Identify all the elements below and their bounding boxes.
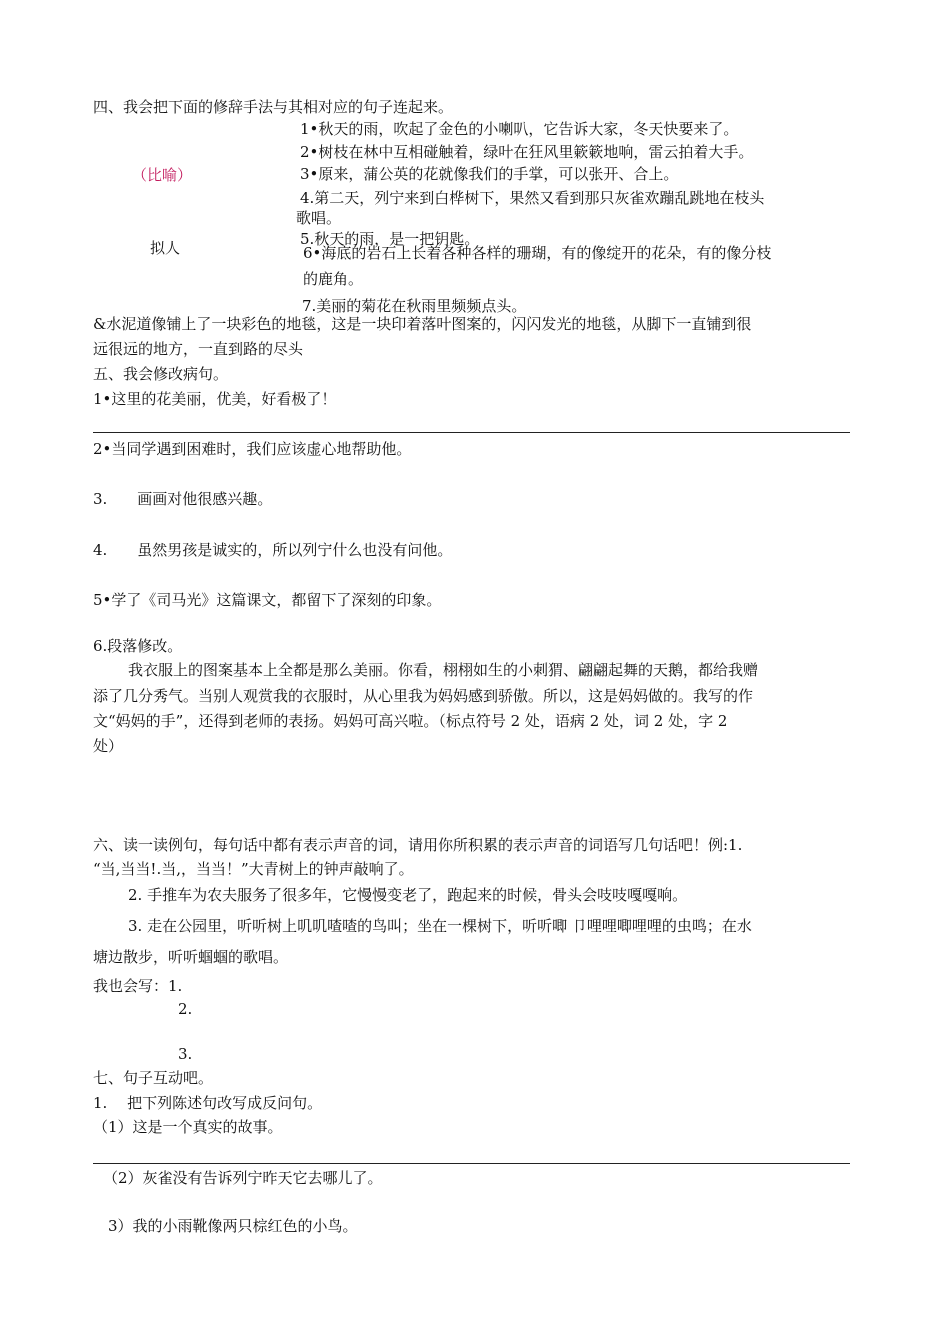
s5-item-2: 2•当同学遇到困难时，我们应该虚心地帮助他。	[93, 440, 412, 458]
s6-write-label: 我也会写：1.	[93, 977, 183, 995]
s7-question-1: （1）这是一个真实的故事。	[93, 1118, 283, 1136]
section-4-heading: 四、我会把下面的修辞手法与其相对应的句子连起来。	[93, 98, 454, 116]
answer-line-2	[93, 1163, 850, 1164]
s5-item-4: 4. 虽然男孩是诚实的，所以列宁什么也没有问他。	[93, 541, 453, 559]
s4-sentence-6: 6•海底的岩石上长着各种各样的珊瑚，有的像绽开的花朵，有的像分枝	[303, 244, 772, 262]
s5-paragraph-line-3: 文“妈妈的手”，还得到老师的表扬。妈妈可高兴啦。（标点符号 2 处，语病 2 处，词 2 处，字 2	[93, 712, 728, 730]
section-5-heading: 五、我会修改病句。	[93, 365, 229, 383]
s4-sentence-1: 1•秋天的雨，吹起了金色的小喇叭，它告诉大家，冬天快要来了。	[300, 120, 739, 138]
s4-sentence-2: 2•树枝在林中互相碰触着，绿叶在狂风里簌簌地响，雷云拍着大手。	[300, 143, 754, 161]
s4-sentence-6-cont: 的鹿角。	[303, 270, 364, 288]
section-6-heading: 六、读一读例句，每句话中都有表示声音的词，请用你所积累的表示声音的词语写几句话吧！例:1.	[93, 836, 743, 854]
s6-example-3-cont: 塘边散步，听听蝈蝈的歌唱。	[93, 948, 289, 966]
s4-sentence-4: 4.第二天，列宁来到白桦树下，果然又看到那只灰雀欢蹦乱跳地在枝头	[300, 189, 765, 207]
section-7-heading: 七、句子互动吧。	[93, 1069, 214, 1087]
answer-line-1	[93, 432, 850, 433]
label-personification: 拟人	[150, 239, 181, 257]
s4-sentence-7-clipped: 7.美丽的菊花在秋雨里频频点头。	[302, 297, 527, 315]
s4-sentence-8-cont: 远很远的地方，一直到路的尽头	[93, 340, 304, 358]
s6-example-2: 2. 手推车为农夫服务了很多年，它慢慢变老了，跑起来的时候，骨头会吱吱嘎嘎响。	[128, 886, 688, 904]
s6-example-3: 3. 走在公园里，听听树上叽叽喳喳的鸟叫；坐在一棵树下，听听唧 卩哩哩唧哩哩的虫鸣；在水	[128, 917, 752, 935]
s5-item-3: 3. 画画对他很感兴趣。	[93, 490, 273, 508]
label-metaphor: （比喻）	[132, 166, 193, 184]
s6-blank-3: 3.	[178, 1045, 193, 1063]
s5-item-5: 5•学了《司马光》这篇课文，都留下了深刻的印象。	[93, 591, 442, 609]
s4-sentence-3: 3•原来，蒲公英的花就像我们的手掌，可以张开、合上。	[300, 165, 679, 183]
s7-task-1: 1. 把下列陈述句改写成反问句。	[93, 1094, 323, 1112]
s5-paragraph-line-2: 添了几分秀气。当别人观赏我的衣服时，从心里我为妈妈感到骄傲。所以，这是妈妈做的。我写的作	[93, 687, 754, 705]
s4-sentence-8: &水泥道像铺上了一块彩色的地毯，这是一块印着落叶图案的，闪闪发光的地毯，从脚下一直铺到很	[93, 315, 752, 333]
s6-example-1: “当,当当!.当,，当当！”大青树上的钟声敲响了。	[93, 860, 414, 878]
s4-sentence-5-clipped: 5.秋天的雨，是一把钥匙。	[300, 230, 480, 248]
s5-item-6: 6.段落修改。	[93, 637, 183, 655]
s5-item-1: 1•这里的花美丽，优美，好看极了！	[93, 390, 337, 408]
s4-sentence-4-cont: 歌唱。	[296, 209, 342, 227]
s7-question-3: 3）我的小雨靴像两只棕红色的小鸟。	[108, 1217, 358, 1235]
s5-paragraph-line-4: 处）	[93, 737, 124, 755]
s5-paragraph-line-1: 我衣服上的图案基本上全都是那么美丽。你看，栩栩如生的小刺猬、翩翩起舞的天鹅，都给我赠	[128, 661, 759, 679]
s6-blank-2: 2.	[178, 1000, 193, 1018]
s7-question-2: （2）灰雀没有告诉列宁昨天它去哪儿了。	[103, 1169, 383, 1187]
